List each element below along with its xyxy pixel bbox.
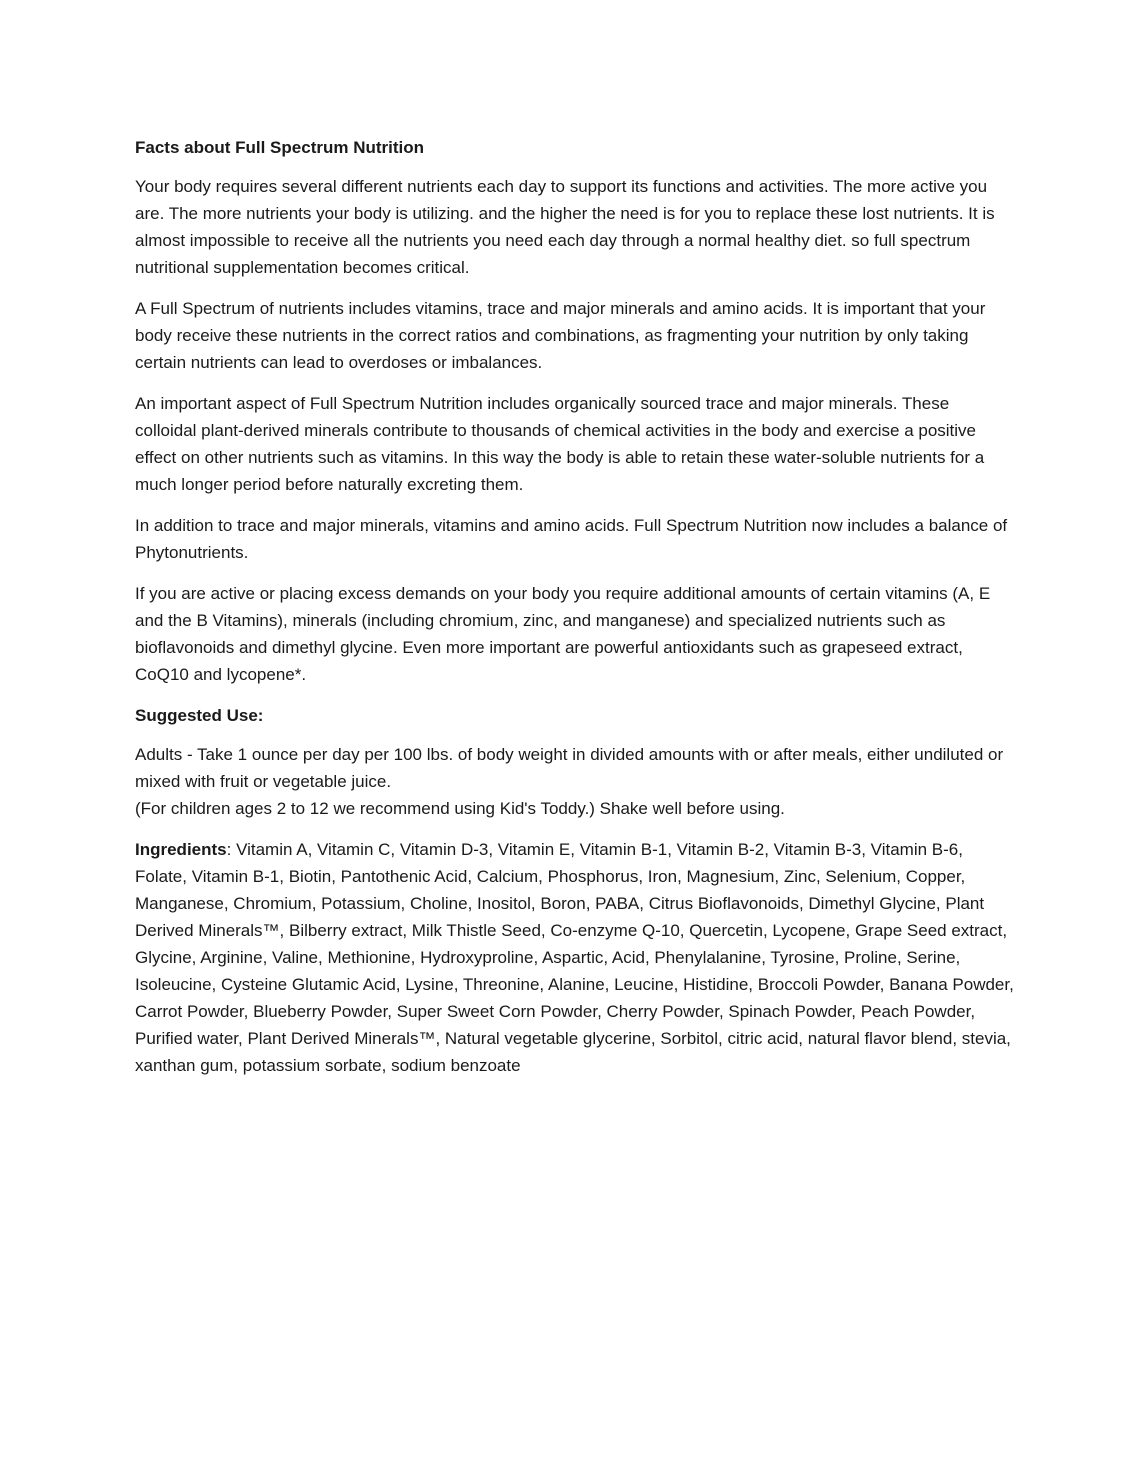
ingredients-paragraph	[135, 836, 1015, 1079]
paragraph-active-demands: If you are active or placing excess demands on your body you require additional amounts of certain vitamins (A, E and the B Vitamins), minerals (including chromium, zinc, and manganese) and specialized nutrients such as bioflavonoids and dimethyl glycine. Even more important are powerful antioxidants such as grapeseed extract, CoQ10 and lycopene*.	[135, 584, 991, 684]
suggested-use-text	[135, 741, 1015, 822]
ingredients-label: Ingredients	[135, 840, 227, 859]
paragraph-nutrient-needs: Your body requires several different nutrients each day to support its functions and activities. The more active you are. The more nutrients your body is utilizing. and the higher the need is for you to replace these lost nutrients. It is almost impossible to receive all the nutrients you need each day through a normal healthy diet. so full spectrum nutritional supplementation becomes critical.	[135, 177, 995, 277]
suggested-use-adults: Adults - Take 1 ounce per day per 100 lbs. of body weight in divided amounts with or after meals, either undiluted or mixed with fruit or vegetable juice.	[135, 745, 1004, 791]
paragraph-minerals: An important aspect of Full Spectrum Nutrition includes organically sourced trace and major minerals. These colloidal plant-derived minerals contribute to thousands of chemical activities in the body and exercise a positive effect on other nutrients such as vitamins. In this way the body is able to retain these water-soluble nutrients for a much longer period before naturally excreting them.	[135, 394, 985, 494]
document-body	[135, 134, 1015, 1093]
document-title: Facts about Full Spectrum Nutrition	[135, 138, 425, 157]
paragraph-full-spectrum: A Full Spectrum of nutrients includes vitamins, trace and major minerals and amino acids. It is important that your body receive these nutrients in the correct ratios and combinations, as fragmenting your nutrition by only taking certain nutrients can lead to overdoses or imbalances.	[135, 299, 986, 372]
ingredients-list: : Vitamin A, Vitamin C, Vitamin D-3, Vitamin E, Vitamin B-1, Vitamin B-2, Vitamin B-3, Vitamin B-6, Folate, Vitamin B-1, Biotin, Pantothenic Acid, Calcium, Phosphorus, Iron, Magnesium, Zinc, Selenium, Copper, Manganese, Chromium, Potassium, Choline, Inositol, Boron, PABA, Citrus Bioflavonoids, Dimethyl Glycine, Plant Derived Minerals™, Bilberry extract, Milk Thistle Seed, Co-enzyme Q-10, Quercetin, Lycopene, Grape Seed extract, Glycine, Arginine, Valine, Methionine, Hydroxyproline, Aspartic, Acid, Phenylalanine, Tyrosine, Proline, Serine, Isoleucine, Cysteine Glutamic Acid, Lysine, Threonine, Alanine, Leucine, Histidine, Broccoli Powder, Banana Powder, Carrot Powder, Blueberry Powder, Super Sweet Corn Powder, Cherry Powder, Spinach Powder, Peach Powder, Purified water, Plant Derived Minerals™, Natural vegetable glycerine, Sorbitol, citric acid, natural flavor blend, stevia, xanthan gum, potassium sorbate, sodium benzoate	[135, 840, 1014, 1075]
suggested-use-children: (For children ages 2 to 12 we recommend using Kid's Toddy.) Shake well before using.	[135, 799, 785, 818]
suggested-use-heading: Suggested Use:	[135, 706, 264, 725]
paragraph-phytonutrients: In addition to trace and major minerals, vitamins and amino acids. Full Spectrum Nutrition now includes a balance of Phytonutrients.	[135, 516, 1008, 562]
